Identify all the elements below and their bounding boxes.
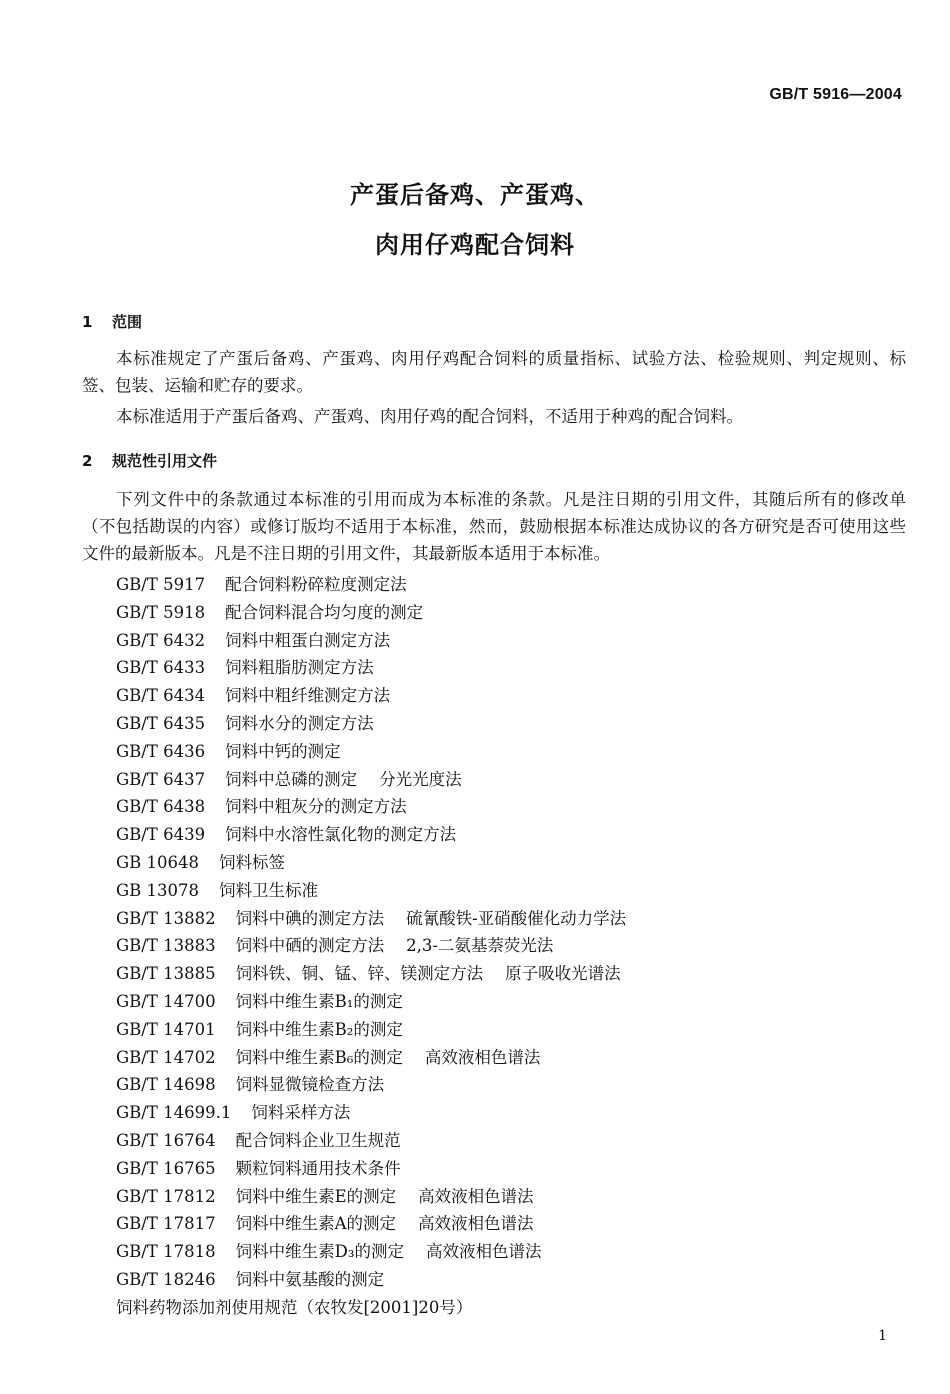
reference-title: 饲料采样方法 bbox=[251, 1103, 351, 1123]
reference-code: GB/T 14699.1 bbox=[116, 1103, 232, 1123]
reference-code: GB/T 16765 bbox=[116, 1158, 216, 1178]
reference-code: GB/T 6433 bbox=[116, 658, 206, 678]
section-1-paragraph-1: 本标准规定了产蛋后备鸡、产蛋鸡、肉用仔鸡配合饲料的质量指标、试验方法、检验规则、判定规则、标签、包装、运输和贮存的要求。 bbox=[82, 349, 906, 395]
section-1-paragraph-2: 本标准适用于产蛋后备鸡、产蛋鸡、肉用仔鸡的配合饲料，不适用于种鸡的配合饲料。 bbox=[116, 407, 743, 426]
document-title bbox=[0, 170, 950, 270]
reference-title: 饲料显微镜检查方法 bbox=[235, 1075, 385, 1095]
reference-item bbox=[116, 960, 626, 988]
reference-title: 配合饲料粉碎粒度测定法 bbox=[225, 575, 407, 594]
reference-code: GB/T 14700 bbox=[116, 991, 216, 1011]
section-2-number: 2 bbox=[82, 452, 93, 470]
reference-title: 饲料中维生素B₂的测定 bbox=[235, 1019, 403, 1039]
reference-item bbox=[116, 766, 626, 794]
reference-code: GB/T 18246 bbox=[116, 1269, 216, 1289]
reference-item bbox=[116, 1044, 626, 1072]
reference-code: GB/T 6438 bbox=[116, 797, 206, 817]
reference-title: 饲料卫生标准 bbox=[219, 880, 319, 900]
reference-method: 原子吸收光谱法 bbox=[505, 964, 621, 984]
reference-item bbox=[116, 682, 626, 710]
reference-title: 饲料中碘的测定方法 bbox=[235, 908, 385, 928]
reference-title: 饲料中水溶性氯化物的测定方法 bbox=[225, 825, 457, 845]
reference-item bbox=[116, 599, 626, 627]
reference-item bbox=[116, 654, 626, 682]
reference-code: GB/T 17812 bbox=[116, 1186, 216, 1206]
reference-title: 饲料水分的测定方法 bbox=[225, 713, 374, 733]
reference-item bbox=[116, 821, 626, 849]
reference-method: 分光光度法 bbox=[379, 769, 462, 789]
reference-title: 饲料中硒的测定方法 bbox=[235, 936, 385, 956]
reference-item bbox=[116, 627, 626, 655]
reference-code: GB/T 6434 bbox=[116, 686, 206, 706]
reference-title: 饲料铁、铜、锰、锌、镁测定方法 bbox=[235, 964, 484, 984]
reference-title: 饲料中维生素B₁的测定 bbox=[235, 991, 403, 1011]
title-line-1: 产蛋后备鸡、产蛋鸡、 bbox=[350, 181, 600, 209]
reference-item bbox=[116, 905, 626, 933]
reference-item bbox=[116, 793, 626, 821]
reference-code: GB/T 5917 bbox=[116, 575, 206, 594]
page-number: 1 bbox=[878, 1328, 887, 1344]
reference-item bbox=[116, 571, 626, 599]
reference-item bbox=[116, 710, 626, 738]
reference-code: GB/T 14701 bbox=[116, 1019, 216, 1039]
reference-code: GB 10648 bbox=[116, 852, 200, 872]
reference-method: 2,3-二氨基萘荧光法 bbox=[406, 936, 554, 956]
reference-list bbox=[116, 571, 626, 1322]
reference-code: 饲料药物添加剂使用规范（农牧发[2001]20号） bbox=[116, 1297, 473, 1317]
reference-method: 硫氰酸铁-亚硝酸催化动力学法 bbox=[406, 908, 627, 928]
reference-title: 配合饲料企业卫生规范 bbox=[235, 1130, 401, 1150]
reference-code: GB/T 14702 bbox=[116, 1047, 216, 1067]
reference-method: 高效液相色谱法 bbox=[418, 1186, 534, 1206]
reference-code: GB/T 16764 bbox=[116, 1130, 216, 1150]
reference-code: GB/T 6439 bbox=[116, 825, 206, 845]
reference-code: GB/T 6436 bbox=[116, 741, 206, 761]
reference-method: 高效液相色谱法 bbox=[425, 1242, 542, 1262]
reference-item bbox=[116, 1071, 626, 1099]
reference-title: 饲料中钙的测定 bbox=[225, 741, 341, 761]
section-1-number: 1 bbox=[82, 313, 93, 331]
reference-title: 饲料中粗灰分的测定方法 bbox=[225, 797, 407, 817]
reference-item bbox=[116, 1210, 626, 1238]
section-1-heading bbox=[82, 311, 142, 332]
reference-code: GB/T 5918 bbox=[116, 602, 206, 622]
reference-item bbox=[116, 1155, 626, 1183]
reference-code: GB/T 6435 bbox=[116, 713, 206, 733]
reference-code: GB/T 13885 bbox=[116, 964, 216, 984]
reference-code: GB/T 17818 bbox=[116, 1242, 216, 1262]
reference-item bbox=[116, 1294, 626, 1322]
reference-title: 颗粒饲料通用技术条件 bbox=[235, 1158, 401, 1178]
reference-item bbox=[116, 1183, 626, 1211]
reference-item bbox=[116, 988, 626, 1016]
section-1-title: 范围 bbox=[112, 313, 143, 331]
reference-method: 高效液相色谱法 bbox=[418, 1214, 534, 1234]
reference-code: GB/T 6437 bbox=[116, 769, 206, 789]
reference-title: 饲料中维生素D₃的测定 bbox=[235, 1242, 404, 1262]
reference-item bbox=[116, 1016, 626, 1044]
reference-title: 配合饲料混合均匀度的测定 bbox=[225, 602, 424, 622]
reference-code: GB/T 17817 bbox=[116, 1214, 216, 1234]
reference-code: GB/T 13882 bbox=[116, 908, 216, 928]
reference-item bbox=[116, 932, 626, 960]
reference-title: 饲料中粗纤维测定方法 bbox=[225, 686, 391, 706]
section-2-heading bbox=[82, 450, 217, 471]
reference-title: 饲料中维生素E的测定 bbox=[235, 1186, 397, 1206]
reference-title: 饲料中维生素B₆的测定 bbox=[235, 1047, 403, 1067]
reference-item bbox=[116, 877, 626, 905]
title-line-2: 肉用仔鸡配合饲料 bbox=[375, 231, 575, 259]
reference-code: GB 13078 bbox=[116, 880, 200, 900]
reference-code: GB/T 6432 bbox=[116, 630, 206, 650]
reference-method: 高效液相色谱法 bbox=[424, 1047, 541, 1067]
reference-item bbox=[116, 849, 626, 877]
reference-title: 饲料标签 bbox=[219, 852, 286, 872]
standard-code: GB/T 5916—2004 bbox=[769, 86, 902, 103]
reference-code: GB/T 13883 bbox=[116, 936, 216, 956]
section-2-paragraph-1: 下列文件中的条款通过本标准的引用而成为本标准的条款。凡是注日期的引用文件，其随后所有的修改单（不包括勘误的内容）或修订版均不适用于本标准，然而，鼓励根据本标准达成协议的各方研究是否可使用这些文件的最新版本。凡是不注日期的引用文件，其最新版本适用于本标准。 bbox=[82, 490, 906, 563]
reference-item bbox=[116, 738, 626, 766]
reference-item bbox=[116, 1238, 626, 1266]
reference-title: 饲料粗脂肪测定方法 bbox=[225, 658, 374, 678]
reference-item bbox=[116, 1127, 626, 1155]
section-2-title: 规范性引用文件 bbox=[112, 452, 218, 470]
reference-code: GB/T 14698 bbox=[116, 1075, 216, 1095]
reference-title: 饲料中总磷的测定 bbox=[225, 769, 358, 789]
reference-title: 饲料中粗蛋白测定方法 bbox=[225, 630, 391, 650]
reference-item bbox=[116, 1266, 626, 1294]
reference-title: 饲料中氨基酸的测定 bbox=[235, 1269, 385, 1289]
reference-title: 饲料中维生素A的测定 bbox=[235, 1214, 397, 1234]
reference-item bbox=[116, 1099, 626, 1127]
